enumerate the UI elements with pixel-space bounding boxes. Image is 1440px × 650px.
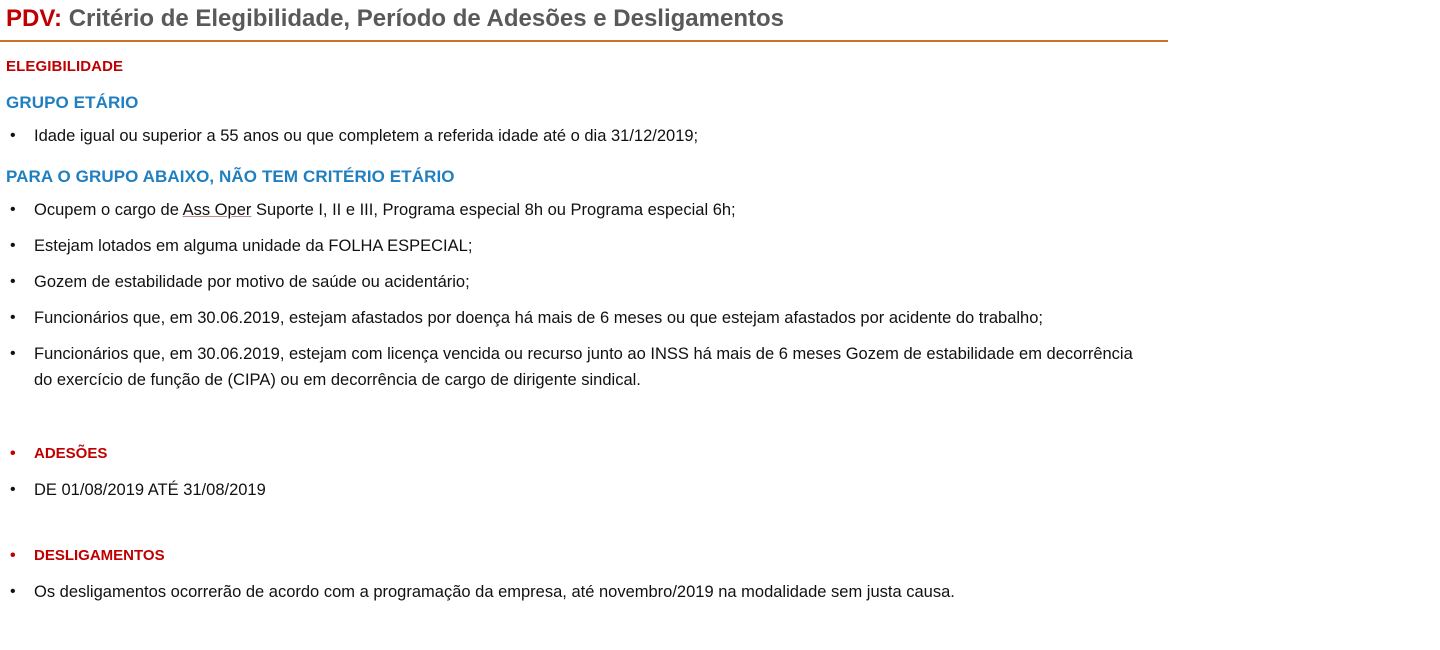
list-item-text-underlined: Ass Oper <box>182 201 252 219</box>
bullet-icon: • <box>10 583 16 600</box>
section-heading-age-group: GRUPO ETÁRIO <box>6 93 139 112</box>
list-item-text-pre: Ocupem o cargo de <box>34 201 183 219</box>
age-group-list <box>0 123 1440 149</box>
list-item <box>0 197 1154 223</box>
page-title-prefix: PDV: <box>6 5 63 32</box>
list-item-text: Funcionários que, em 30.06.2019, estejam com licença vencida ou recurso junto ao INSS há mais de 6 meses Gozem de estabilidade em decorrência do exercício de função de (CIPA) ou em decorrência de cargo de dirigente sindical. <box>34 345 1133 389</box>
list-item <box>0 305 1154 331</box>
section-heading-dismissals: DESLIGAMENTOS <box>34 547 165 564</box>
list-item-text-post: Suporte I, II e III, Programa especial 8h ou Programa especial 6h; <box>251 201 736 219</box>
document-content <box>0 50 1440 605</box>
page-title <box>6 4 1168 34</box>
bullet-icon: • <box>10 201 16 218</box>
bullet-icon: • <box>10 237 16 254</box>
section-heading-eligibility: ELEGIBILIDADE <box>6 58 124 75</box>
section-heading-adhesions: ADESÕES <box>34 445 108 462</box>
page-title-text: Critério de Elegibilidade, Período de Adesões e Desligamentos <box>68 5 784 32</box>
list-item <box>0 341 1154 393</box>
dismissals-list <box>0 543 1440 605</box>
list-item-text: Gozem de estabilidade por motivo de saúde ou acidentário; <box>34 273 470 291</box>
list-item <box>0 477 1440 503</box>
bullet-icon: • <box>10 127 16 144</box>
list-item-heading-dismissals <box>0 543 1440 569</box>
no-age-criterion-list <box>0 197 1440 393</box>
section-heading-no-age-criterion: PARA O GRUPO ABAIXO, NÃO TEM CRITÉRIO ETÁRIO <box>6 167 455 186</box>
list-item <box>0 233 1154 259</box>
list-item-text: Os desligamentos ocorrerão de acordo com a programação da empresa, até novembro/2019 na modalidade sem justa causa. <box>34 583 955 601</box>
spacer <box>0 503 1440 533</box>
spacer <box>0 393 1440 431</box>
bullet-icon: • <box>10 445 16 462</box>
list-item-text: Idade igual ou superior a 55 anos ou que completem a referida idade até o dia 31/12/2019; <box>34 127 699 145</box>
list-item <box>0 579 1154 605</box>
list-item-text: Funcionários que, em 30.06.2019, estejam afastados por doença há mais de 6 meses ou que estejam afastados por acidente do trabalho; <box>34 309 1043 327</box>
bullet-icon: • <box>10 273 16 290</box>
list-item-text: Estejam lotados em alguma unidade da FOLHA ESPECIAL; <box>34 237 473 255</box>
bullet-icon: • <box>10 309 16 326</box>
list-item <box>0 269 1154 295</box>
bullet-icon: • <box>10 481 16 498</box>
bullet-icon: • <box>10 547 16 564</box>
page-title-block <box>0 4 1168 42</box>
list-item <box>0 123 1154 149</box>
list-item-heading-adhesions <box>0 441 1440 467</box>
bullet-icon: • <box>10 345 16 362</box>
list-item-text: DE 01/08/2019 ATÉ 31/08/2019 <box>34 481 266 499</box>
adhesions-list <box>0 441 1440 503</box>
